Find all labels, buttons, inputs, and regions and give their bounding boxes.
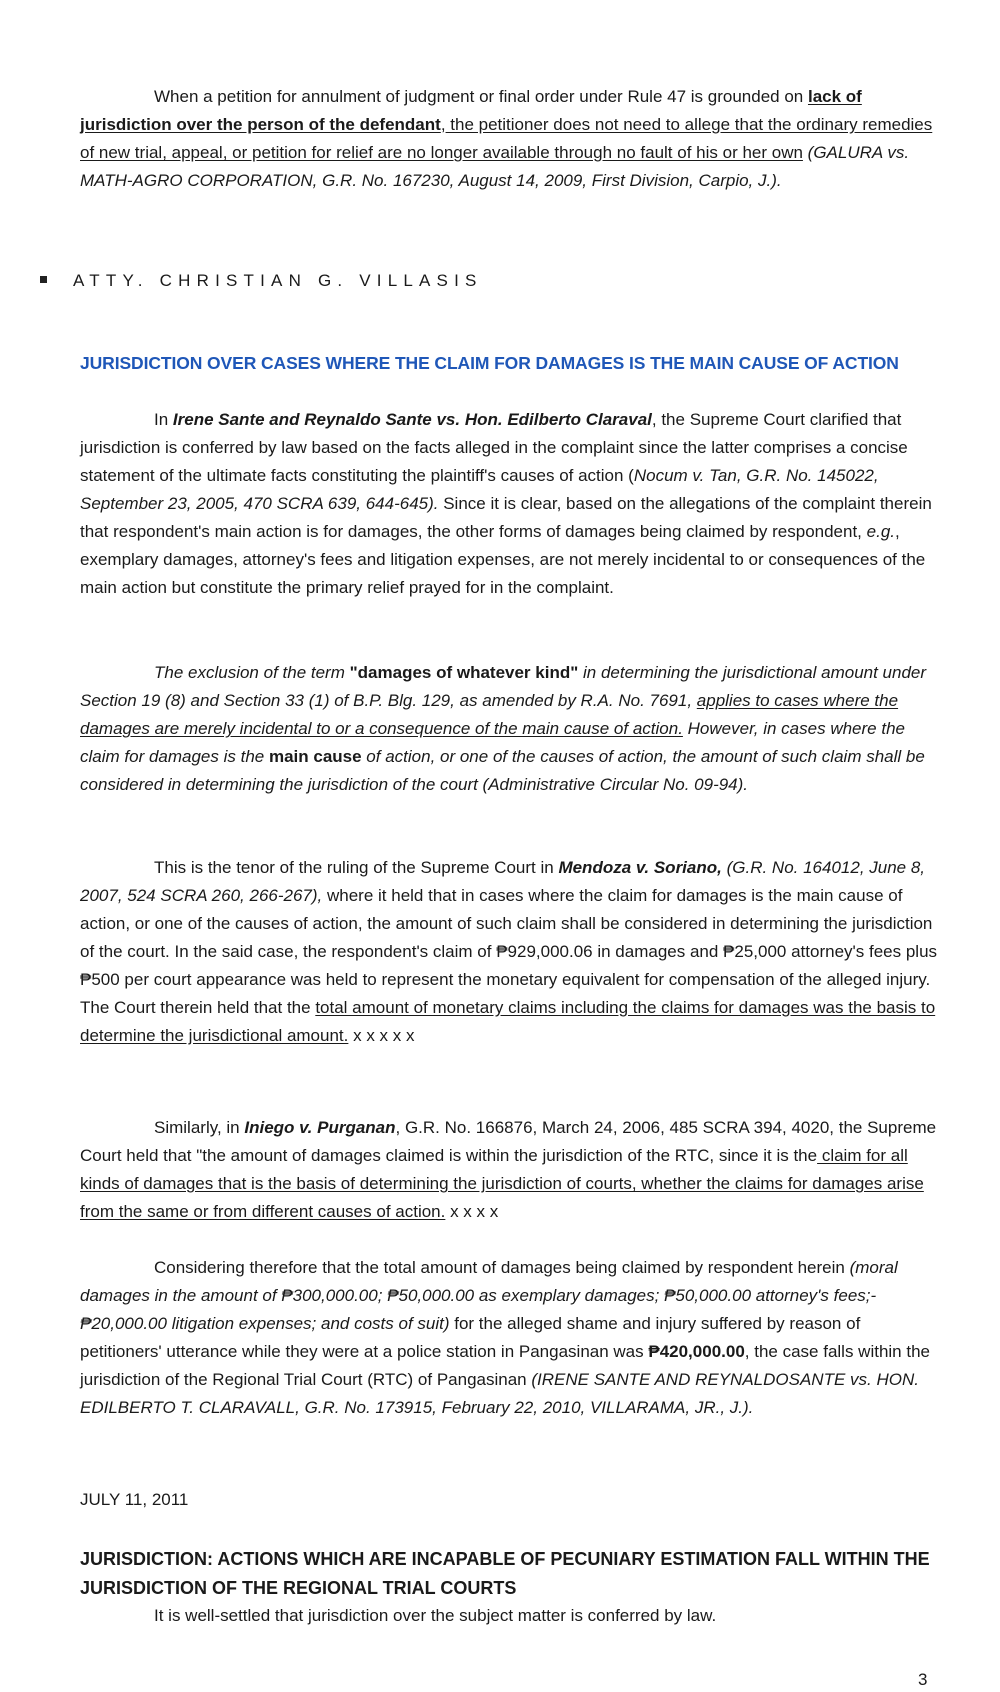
paragraph-well-settled: It is well-settled that jurisdiction over the subject matter is conferred by law.	[154, 1606, 717, 1625]
paragraph-exclusion: The exclusion of the term "damages of whatever kind" in determining the jurisdictional amount under Section 19 (8) and Section 33 (1) of B.P. Blg. 129, as amended by R.A. No. 7691, applies to cases where the damages are merely incidental to or a consequence of the main cause of action. However, in cases where the claim for damages is the main cause of action, or one of the causes of action, the amount of such claim shall be considered in determining the jurisdiction of the court (Administrative Circular No. 09-94).	[80, 663, 927, 794]
heading-pecuniary-estimation: JURISDICTION: ACTIONS WHICH ARE INCAPABLE OF PECUNIARY ESTIMATION FALL WITHIN THE JURISDICTION OF THE REGIONAL TRIAL COURTS	[80, 1549, 930, 1598]
square-bullet-icon	[40, 276, 47, 283]
page-number: 3	[918, 1670, 928, 1689]
author-line: ATTY. CHRISTIAN G. VILLASIS	[40, 267, 740, 295]
paragraph-iniego: Similarly, in Iniego v. Purganan, G.R. No. 166876, March 24, 2006, 485 SCRA 394, 4020, the Supreme Court held that "the amount of damages claimed is within the jurisdiction of the RTC, since it is the claim for all kinds of damages that is the basis of determining the jurisdiction of courts, whether the claims for damages arise from the same or from different causes of action. x x x x	[80, 1118, 937, 1221]
heading-damages-jurisdiction: JURISDICTION OVER CASES WHERE THE CLAIM FOR DAMAGES IS THE MAIN CAUSE OF ACTION	[80, 353, 899, 373]
date-line: JULY 11, 2011	[80, 1490, 189, 1509]
paragraph-annulment: When a petition for annulment of judgment or final order under Rule 47 is grounded on lack of jurisdiction over the person of the defendant, the petitioner does not need to allege that the ordinary remedies of new trial, appeal, or petition for relief are no longer available through no fault of his or her own (GALURA vs. MATH-AGRO CORPORATION, G.R. No. 167230, August 14, 2009, First Division, Carpio, J.).	[80, 87, 933, 190]
paragraph-mendoza: This is the tenor of the ruling of the Supreme Court in Mendoza v. Soriano, (G.R. No. 164012, June 8, 2007, 524 SCRA 260, 266-267), where it held that in cases where the claim for damages is the main cause of action, or one of the causes of action, the amount of such claim shall be considered in determining the jurisdiction of the court. In the said case, the respondent's claim of ₱929,000.06 in damages and ₱25,000 attorney's fees plus ₱500 per court appearance was held to represent the monetary equivalent for compensation of the alleged injury. The Court therein held that the total amount of monetary claims including the claims for damages was the basis to determine the jurisdictional amount. x x x x x	[80, 858, 938, 1045]
paragraph-sante-case: In Irene Sante and Reynaldo Sante vs. Hon. Edilberto Claraval, the Supreme Court clarified that jurisdiction is conferred by law based on the facts alleged in the complaint since the latter comprises a concise statement of the ultimate facts constituting the plaintiff's causes of action (Nocum v. Tan, G.R. No. 145022, September 23, 2005, 470 SCRA 639, 644-645). Since it is clear, based on the allegations of the complaint therein that respondent's main action is for damages, the other forms of damages being claimed by respondent, e.g., exemplary damages, attorney's fees and litigation expenses, are not merely incidental to or consequences of the main action but constitute the primary relief prayed for in the complaint.	[80, 410, 932, 597]
paragraph-conclusion: Considering therefore that the total amount of damages being claimed by respondent herein (moral damages in the amount of ₱300,000.00; ₱50,000.00 as exemplary damages; ₱50,000.00 attorney's fees;-₱20,000.00 litigation expenses; and costs of suit) for the alleged shame and injury suffered by reason of petitioners' utterance while they were at a police station in Pangasinan was ₱420,000.00, the case falls within the jurisdiction of the Regional Trial Court (RTC) of Pangasinan (IRENE SANTE AND REYNALDOSANTE vs. HON. EDILBERTO T. CLARAVALL, G.R. No. 173915, February 22, 2010, VILLARAMA, JR., J.).	[80, 1258, 930, 1417]
